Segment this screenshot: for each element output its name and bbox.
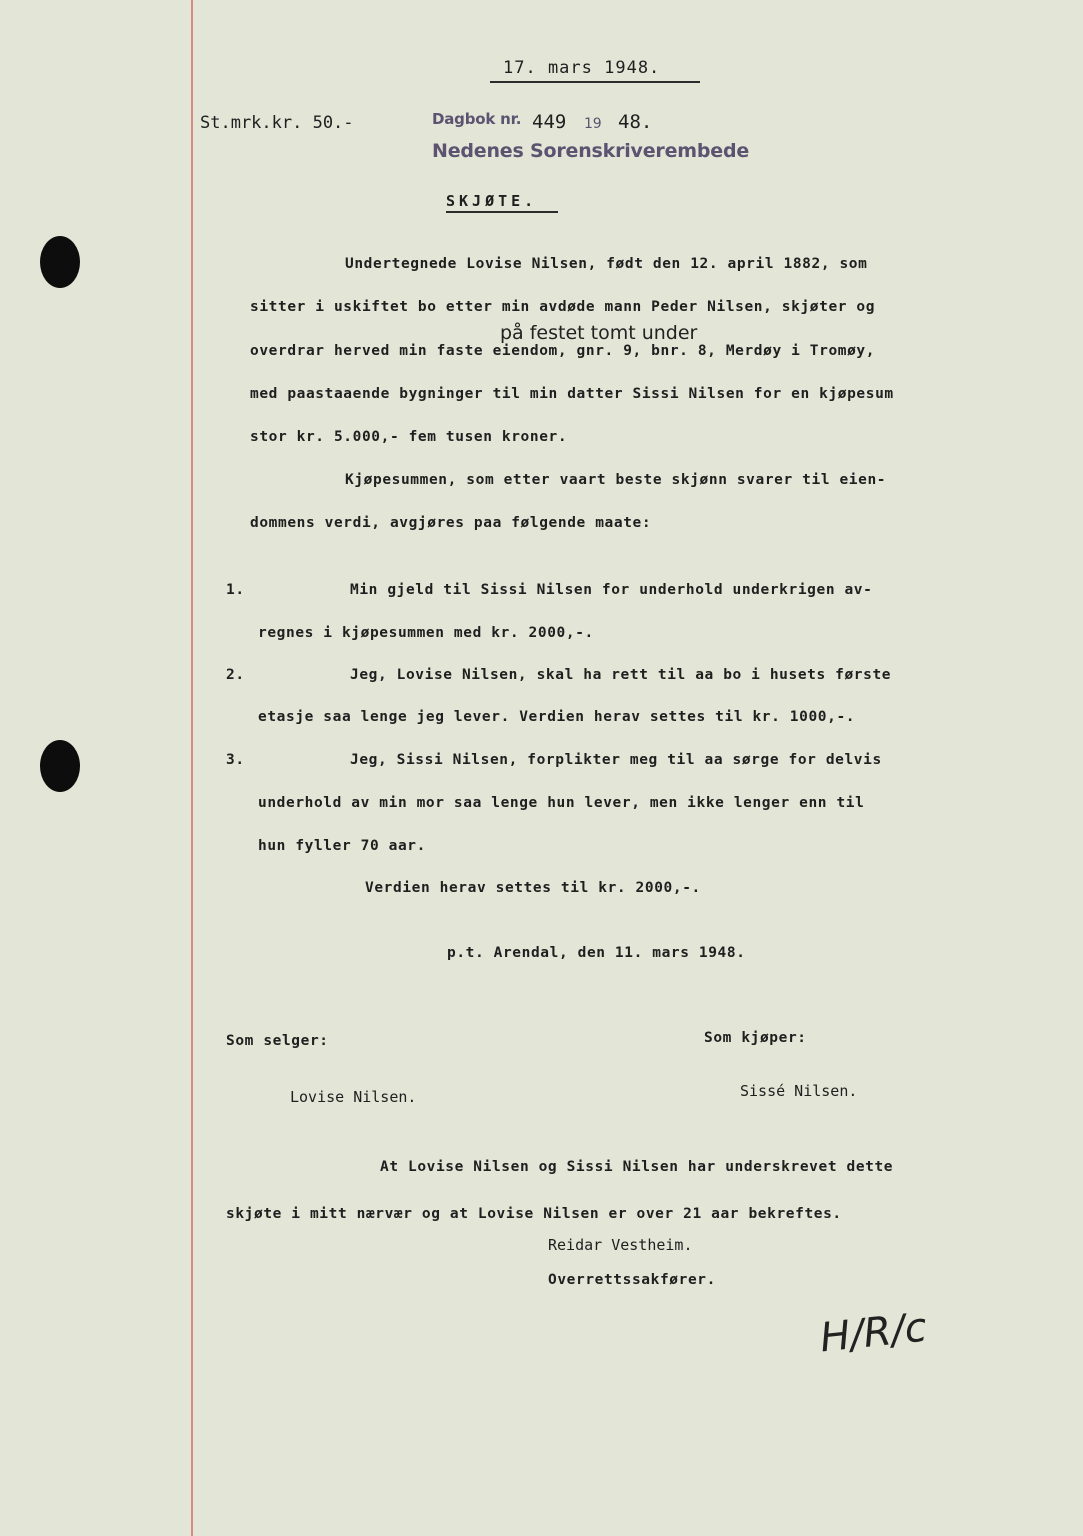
item1-line1: Min gjeld til Sissi Nilsen for underhold underkrigen av- bbox=[350, 582, 873, 598]
title-underline bbox=[446, 211, 558, 213]
item3-line1: Jeg, Sissi Nilsen, forplikter meg til aa sørge for delvis bbox=[350, 752, 882, 768]
witness-title: Overrettssakfører. bbox=[548, 1272, 716, 1288]
witness-name: Reidar Vestheim. bbox=[548, 1236, 693, 1254]
value-line: Verdien herav settes til kr. 2000,-. bbox=[365, 880, 701, 896]
attestation-line2: skjøte i mitt nærvær og at Lovise Nilsen er over 21 aar bekreftes. bbox=[226, 1206, 842, 1222]
stamp-fee: St.mrk.kr. 50.- bbox=[200, 113, 354, 133]
punch-hole-top bbox=[40, 236, 80, 288]
paragraph1-line5: stor kr. 5.000,- fem tusen kroner. bbox=[250, 429, 568, 445]
paragraph2-line1: Kjøpesummen, som etter vaart beste skjønn svarer til eien- bbox=[345, 472, 887, 488]
item2-line2: etasje saa lenge jeg lever. Verdien herav settes til kr. 1000,-. bbox=[258, 709, 856, 725]
margin-line bbox=[191, 0, 193, 1536]
item3-line2: underhold av min mor saa lenge hun lever, men ikke lenger enn til bbox=[258, 795, 865, 811]
buyer-label: Som kjøper: bbox=[704, 1030, 807, 1046]
item1-number: 1. bbox=[226, 582, 245, 598]
dagbok-prefix: Dagbok nr. bbox=[432, 110, 522, 128]
paragraph1-line2: sitter i uskiftet bo etter min avdøde mann Peder Nilsen, skjøter og bbox=[250, 299, 876, 315]
item3-line3: hun fyller 70 aar. bbox=[258, 838, 426, 854]
document-title: SKJØTE. bbox=[446, 192, 538, 210]
handwritten-initials: H/R/c bbox=[817, 1304, 929, 1362]
dagbok-number: 449 bbox=[532, 111, 567, 133]
paragraph1-line1: Undertegnede Lovise Nilsen, født den 12. april 1882, som bbox=[345, 256, 868, 272]
paragraph2-line2: dommens verdi, avgjøres paa følgende maate: bbox=[250, 515, 652, 531]
dagbok-year-prefix: 19 bbox=[584, 116, 602, 132]
paragraph1-line3: overdrar herved min faste eiendom, gnr. 9, bnr. 8, Merdøy i Tromøy, bbox=[250, 343, 876, 359]
dagbok-year-suffix: 48. bbox=[618, 111, 653, 133]
date-underline bbox=[490, 81, 700, 83]
punch-hole-bottom bbox=[40, 740, 80, 792]
handwritten-insert: på festet tomt under bbox=[500, 322, 698, 344]
item3-number: 3. bbox=[226, 752, 245, 768]
office-stamp: Nedenes Sorenskriverembede bbox=[432, 140, 750, 162]
seller-label: Som selger: bbox=[226, 1033, 329, 1049]
item1-line2: regnes i kjøpesummen med kr. 2000,-. bbox=[258, 625, 594, 641]
attestation-line1: At Lovise Nilsen og Sissi Nilsen har underskrevet dette bbox=[380, 1159, 894, 1175]
item2-number: 2. bbox=[226, 667, 245, 683]
place-date: p.t. Arendal, den 11. mars 1948. bbox=[447, 945, 746, 961]
item2-line1: Jeg, Lovise Nilsen, skal ha rett til aa bo i husets første bbox=[350, 667, 892, 683]
seller-name: Lovise Nilsen. bbox=[290, 1088, 417, 1106]
document-date: 17. mars 1948. bbox=[503, 58, 661, 78]
buyer-name: Sissé Nilsen. bbox=[740, 1082, 858, 1100]
paragraph1-line4: med paastaaende bygninger til min datter Sissi Nilsen for en kjøpesum bbox=[250, 386, 894, 402]
